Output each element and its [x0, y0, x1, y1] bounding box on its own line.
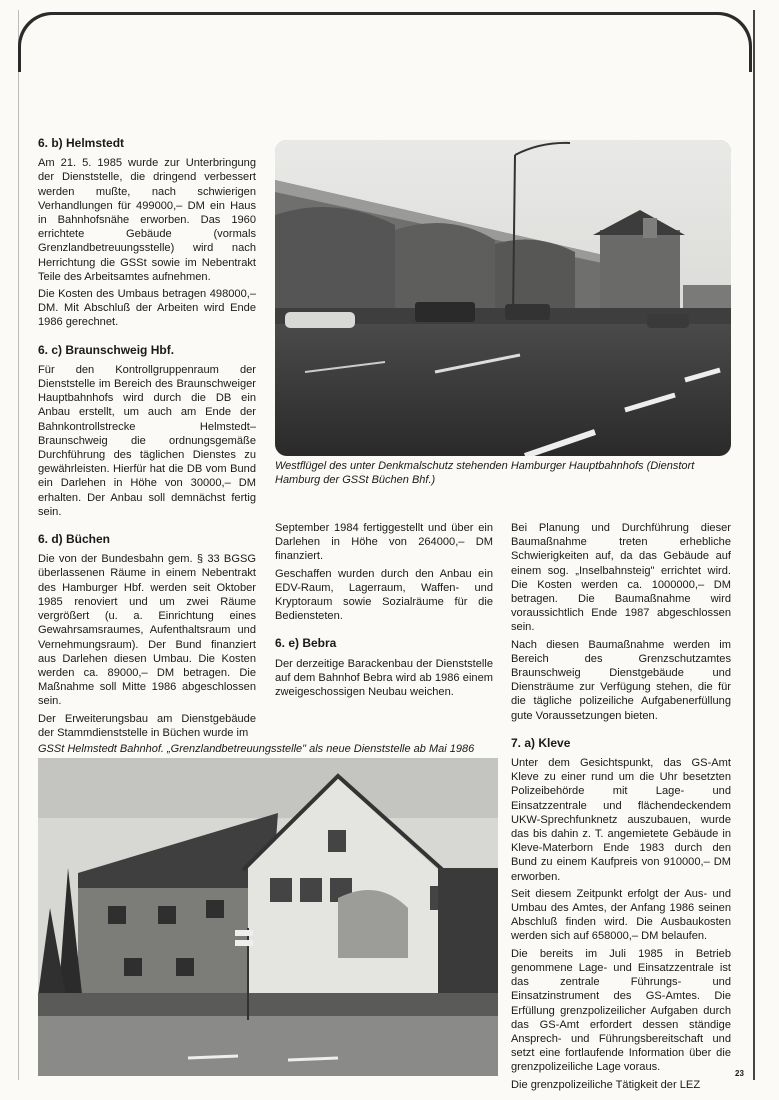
paragraph: Die Kosten des Umbaus betragen 498000,– DM. Mit Abschluß der Arbeiten wird Ende 1986 gerechnet.: [38, 288, 256, 329]
heading-kleve: 7. a) Kleve: [511, 735, 571, 750]
header-band-inner: [21, 15, 749, 75]
heading-buechen: 6. d) Büchen: [38, 532, 111, 547]
right-column: [511, 521, 731, 1092]
heading-bebra: 6. e) Bebra: [275, 636, 337, 651]
caption-hamburg: Westflügel des unter Denkmalschutz stehenden Hamburger Hauptbahnhofs (Dienstort Hamburg der GSSt Büchen Bhf.): [275, 460, 695, 486]
paragraph: Der derzeitige Barackenbau der Dienststelle auf dem Bahnhof Bebra wird ab 1986 einem zweigeschossigen Neubau weichen.: [275, 657, 493, 699]
helmstedt-building-illustration: [38, 758, 498, 1076]
paragraph: Seit diesem Zeitpunkt erfolgt der Aus- und Umbau des Amtes, der Anfang 1986 seinen Abschluß finden wird. Die Ausbaukosten werden sich auf 658000,– DM belaufen.: [511, 887, 731, 943]
caption-helmstedt: GSSt Helmstedt Bahnhof. „Grenzlandbetreuungsstelle" als neue Dienststelle ab Mai 1986: [38, 743, 475, 755]
paragraph: September 1984 fertiggestellt und über ein Darlehen in Höhe von 264000,– DM finanziert.: [275, 522, 493, 563]
paragraph: Nach diesen Baumaßnahme werden im Bereich des Grenzschutzamtes Braunschweig Dienstgebäude und Diensträume zur Verfügung stehen, die für die tägliche polizeiliche Aufgabenerfüllung gute Voraussetzungen bieten.: [511, 638, 731, 722]
paragraph: Der Erweiterungsbau am Dienstgebäude der Stammdienststelle in Büchen wurde im: [38, 712, 256, 739]
paragraph: Unter dem Gesichtspunkt, das GS-Amt Kleve zu einer rund um die Uhr besetzten Polizeibehörde mit Lage- und Einsatzzentrale und flächendeckendem UKW-Sprechfunknetz auszubauen, wurde das bis dahin z. T. angemietete Gebäude in Kleve-Materborn Ende 1983 durch den Bund zu einem Kaufpreis von 910000,– DM erworben.: [511, 757, 731, 883]
left-column: [38, 136, 256, 743]
heading-braunschweig: 6. c) Braunschweig Hbf.: [38, 342, 175, 357]
heading-helmstedt: 6. b) Helmstedt: [38, 136, 125, 150]
middle-column: [275, 521, 493, 702]
paragraph: Die grenzpolizeiliche Tätigkeit der LEZ: [511, 1078, 701, 1091]
paragraph: Die von der Bundesbahn gem. § 33 BGSG überlassenen Räume in einem Nebentrakt des Hamburger Hbf. werden seit Oktober 1985 renoviert und um zwei Räume vergrößert (u. a. Einrichtung eines Gewahrsamsraumes, Aufenthaltsraum und Vernehmungsraum). Der Bund finanziert aus Darlehen diesen Umbau. Die Kosten werden ca. 89000,– DM betragen. Die Maßnahme soll Mitte 1986 abgeschlossen sein.: [38, 553, 256, 708]
paragraph: Für den Kontrollgruppenraum der Dienststelle im Bereich des Braunschweiger Hauptbahnhofs wird durch die DB ein Anbau erstellt, um auch am Ende der Bahnkontrollstrecke Helmstedt–Braunschweig die ordnungsgemäße Durchführung des täglichen Dienstes zu gewährleisten. Hierfür hat die DB vom Bund ein Darlehen in Höhe von 30000,– DM erhalten. Der Anbau soll demnächst fertig sein.: [38, 363, 256, 518]
photo-helmstedt-building: [38, 758, 498, 1076]
paragraph: Geschaffen wurden durch den Anbau ein EDV-Raum, Lagerraum, Waffen- und Kryptoraum sowie Sozialräume für die Bediensteten.: [275, 567, 493, 623]
paragraph: Bei Planung und Durchführung dieser Baumaßnahme treten erhebliche Schwierigkeiten auf, da das Gebäude auf einem sog. „Inselbahnsteig" errichtet wird. Die Kosten werden ca. 1000000,– DM betragen. Die Baumaßnahme wird voraussichtlich Ende 1987 abgeschlossen sein.: [511, 522, 731, 634]
page-number: 23: [735, 1069, 744, 1078]
paragraph: Die bereits im Juli 1985 in Betrieb genommene Lage- und Einsatzzentrale ist das zentrale Führungs- und Einsatzinstrument des GS-Amtes. Die Erfüllung grenzpolizeilicher Aufgaben durch das GS-Amt erfordert dessen ständige Ansprech- und Führungsbereitschaft und setzt eine fortlaufende Information über die grenzpolizeiliche Lage voraus.: [511, 947, 731, 1074]
hamburg-station-illustration: [275, 140, 731, 456]
photo-hamburg-station: [275, 140, 731, 456]
paragraph: Am 21. 5. 1985 wurde zur Unterbringung der Dienststelle, die dringend verbessert werden mußte, nach schwierigen Verhandlungen für 499000,– DM ein Haus in Bahnhofsnähe erworben. Das 1960 errichtete Gebäude (vormals Grenzlandbetreuungsstelle) wird nach Herrichtung die GSSt sowie im Nebentrakt Teile des Arbeitsamtes aufnehmen.: [38, 157, 256, 283]
